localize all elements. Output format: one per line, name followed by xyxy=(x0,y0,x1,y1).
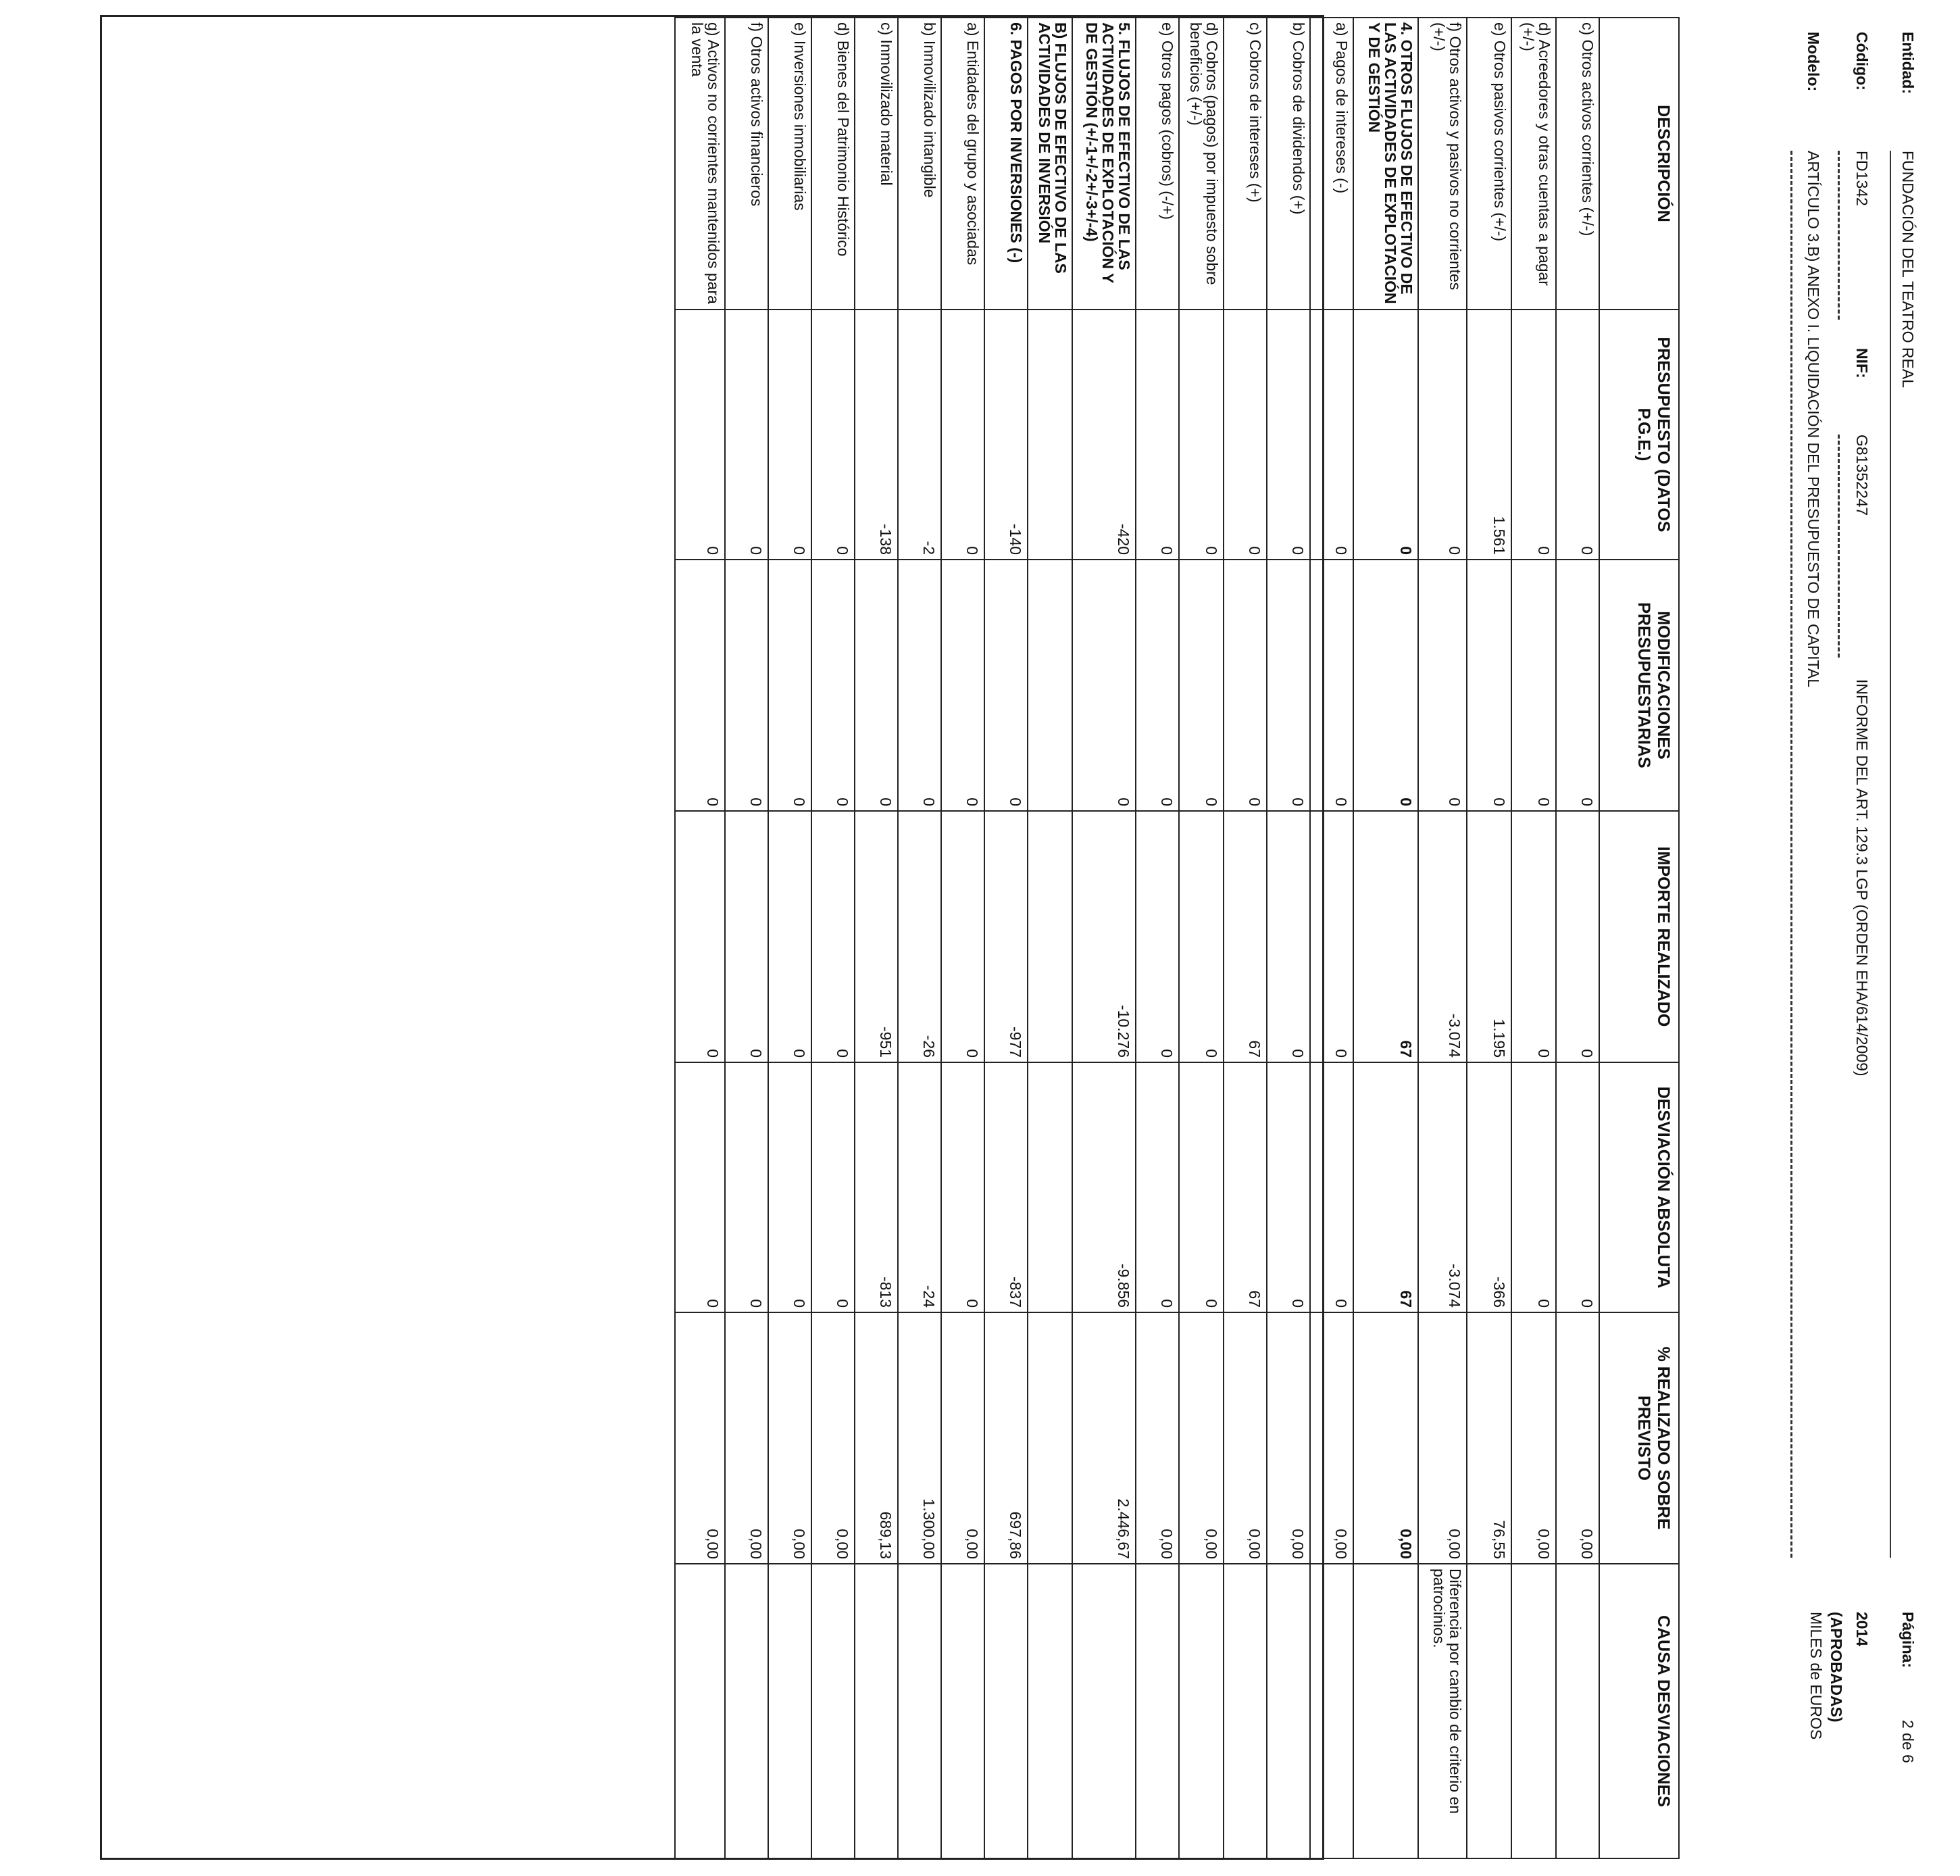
cell-presupuesto: -140 xyxy=(984,310,1028,560)
cell-modificaciones: 0 xyxy=(1136,560,1179,811)
cell-desviacion: 0 xyxy=(811,1062,855,1312)
cell-causa xyxy=(725,1564,768,1858)
cell-causa xyxy=(1353,1564,1418,1858)
cell-presupuesto: 0 xyxy=(1511,310,1556,560)
cell-desviacion: 67 xyxy=(1353,1062,1418,1312)
cell-desc: d) Bienes del Patrimonio Histórico xyxy=(811,18,855,310)
codigo-label: Código: xyxy=(1853,32,1871,91)
cell-presupuesto: 0 xyxy=(675,310,725,560)
cell-modificaciones: 0 xyxy=(941,560,984,811)
cell-importe: 67 xyxy=(1224,811,1267,1062)
cell-importe: -951 xyxy=(855,811,898,1062)
cell-modificaciones: 0 xyxy=(811,560,855,811)
cell-importe: -3.074 xyxy=(1418,811,1467,1062)
table-row xyxy=(1467,18,1511,1858)
cell-presupuesto: 0 xyxy=(1136,310,1179,560)
cell-importe: 0 xyxy=(1310,811,1353,1062)
table-row xyxy=(1353,18,1418,1858)
cell-modificaciones: 0 xyxy=(984,560,1028,811)
cell-porcentaje: 0,00 xyxy=(1136,1312,1179,1564)
cell-presupuesto: -138 xyxy=(855,310,898,560)
cell-porcentaje: 0,00 xyxy=(1310,1312,1353,1564)
cell-modificaciones: 0 xyxy=(1556,560,1599,811)
cell-importe: 0 xyxy=(768,811,811,1062)
cell-causa xyxy=(941,1564,984,1858)
table-row xyxy=(768,18,811,1858)
cell-desviacion: 0 xyxy=(1511,1062,1556,1312)
cell-modificaciones: 0 xyxy=(1418,560,1467,811)
table-row xyxy=(725,18,768,1858)
entidad-label: Entidad: xyxy=(1899,32,1917,94)
cell-causa xyxy=(1267,1564,1310,1858)
cell-modificaciones: 0 xyxy=(725,560,768,811)
cell-desviacion: 0 xyxy=(675,1062,725,1312)
cell-desc: b) Inmovilizado intangible xyxy=(898,18,941,310)
nif-label: NIF: xyxy=(1853,348,1871,378)
informe-title: INFORME DEL ART. 129.3 LGP (ORDEN EHA/614/2009) xyxy=(1853,679,1871,1077)
cell-desviacion: -366 xyxy=(1467,1062,1511,1312)
cell-desc: 6. PAGOS POR INVERSIONES (-) xyxy=(984,18,1028,310)
cell-desviacion: -837 xyxy=(984,1062,1028,1312)
cell-desviacion: -9.856 xyxy=(1072,1062,1136,1312)
cell-desc: c) Inmovilizado material xyxy=(855,18,898,310)
cell-importe: -10.276 xyxy=(1072,811,1136,1062)
cell-importe: 1.195 xyxy=(1467,811,1511,1062)
cell-presupuesto: -2 xyxy=(898,310,941,560)
cell-desc: a) Entidades del grupo y asociadas xyxy=(941,18,984,310)
col-presupuesto: PRESUPUESTO (DATOS P.G.E.) xyxy=(1599,310,1679,560)
cell-importe: 67 xyxy=(1353,811,1418,1062)
liquidacion-table xyxy=(674,17,1680,1859)
cell-desviacion: 0 xyxy=(1556,1062,1599,1312)
cell-desviacion: 0 xyxy=(725,1062,768,1312)
modelo-dashes xyxy=(1790,151,1792,1558)
cell-desviacion: -24 xyxy=(898,1062,941,1312)
table-row xyxy=(1310,18,1353,1858)
cell-importe: 0 xyxy=(1556,811,1599,1062)
cell-presupuesto: 0 xyxy=(1267,310,1310,560)
page-frame xyxy=(100,15,1917,1860)
table-row xyxy=(1418,18,1467,1858)
cell-porcentaje: 76,55 xyxy=(1467,1312,1511,1564)
cell-importe: 0 xyxy=(1179,811,1224,1062)
table-row xyxy=(1072,18,1136,1858)
cell-modificaciones: 0 xyxy=(1267,560,1310,811)
cell-desviacion: 0 xyxy=(941,1062,984,1312)
cell-porcentaje: 0,00 xyxy=(1556,1312,1599,1564)
cell-modificaciones: 0 xyxy=(1179,560,1224,811)
cell-causa xyxy=(898,1564,941,1858)
cell-causa xyxy=(675,1564,725,1858)
col-descripcion: DESCRIPCIÓN xyxy=(1599,18,1679,310)
cell-desviacion xyxy=(1028,1062,1072,1312)
pagina-value: 2 de 6 xyxy=(1899,1720,1917,1763)
cell-desc: d) Acreedores y otras cuentas a pagar (+/-) xyxy=(1511,18,1556,310)
cell-importe: 0 xyxy=(1267,811,1310,1062)
cell-causa xyxy=(1136,1564,1179,1858)
cell-presupuesto: 0 xyxy=(725,310,768,560)
cell-importe: -977 xyxy=(984,811,1028,1062)
cell-desc: e) Otros pasivos corrientes (+/-) xyxy=(1467,18,1511,310)
table-row xyxy=(1136,18,1179,1858)
cell-presupuesto: 0 xyxy=(768,310,811,560)
cell-porcentaje: 0,00 xyxy=(811,1312,855,1564)
table-row xyxy=(1028,18,1072,1858)
cell-modificaciones: 0 xyxy=(768,560,811,811)
cell-porcentaje: 697,86 xyxy=(984,1312,1028,1564)
cell-causa xyxy=(1224,1564,1267,1858)
cell-presupuesto: 0 xyxy=(1556,310,1599,560)
codigo-value: FD1342 xyxy=(1853,151,1871,206)
table-row xyxy=(1267,18,1310,1858)
col-modificaciones: MODIFICACIONES PRESUPUESTARIAS xyxy=(1599,560,1679,811)
cell-desc: a) Pagos de intereses (-) xyxy=(1310,18,1353,310)
table-row xyxy=(1224,18,1267,1858)
cell-porcentaje: 0,00 xyxy=(1267,1312,1310,1564)
cell-porcentaje: 689,13 xyxy=(855,1312,898,1564)
cell-desc: c) Otros activos corrientes (+/-) xyxy=(1556,18,1599,310)
table-row xyxy=(1511,18,1556,1858)
cell-desc: f) Otros activos y pasivos no corrientes (+/-) xyxy=(1418,18,1467,310)
cell-causa xyxy=(768,1564,811,1858)
cell-modificaciones: 0 xyxy=(855,560,898,811)
cell-causa xyxy=(855,1564,898,1858)
cell-modificaciones: 0 xyxy=(675,560,725,811)
cell-causa xyxy=(1556,1564,1599,1858)
cell-modificaciones: 0 xyxy=(1467,560,1511,811)
cell-importe: -26 xyxy=(898,811,941,1062)
cell-desviacion: 0 xyxy=(1179,1062,1224,1312)
cell-importe: 0 xyxy=(941,811,984,1062)
cell-modificaciones xyxy=(1028,560,1072,811)
cell-desviacion: -3.074 xyxy=(1418,1062,1467,1312)
cell-causa xyxy=(1467,1564,1511,1858)
cell-presupuesto xyxy=(1028,310,1072,560)
cell-causa xyxy=(984,1564,1028,1858)
pagina-label: Página: xyxy=(1899,1612,1917,1669)
cell-porcentaje: 0,00 xyxy=(675,1312,725,1564)
table-row xyxy=(1556,18,1599,1858)
cell-desc: 5. FLUJOS DE EFECTIVO DE LAS ACTIVIDADES DE EXPLOTACIÓN Y DE GESTIÓN (+/-1+/-2+/-3+/-4) xyxy=(1072,18,1136,310)
cell-porcentaje: 0,00 xyxy=(1179,1312,1224,1564)
nif-dashes xyxy=(1838,435,1840,658)
cell-porcentaje: 0,00 xyxy=(768,1312,811,1564)
aprobadas-label: (APROBADAS) xyxy=(1828,1612,1845,1723)
cell-desviacion: 0 xyxy=(1310,1062,1353,1312)
cell-desc: 4. OTROS FLUJOS DE EFECTIVO DE LAS ACTIVIDADES DE EXPLOTACIÓN Y DE GESTIÓN xyxy=(1353,18,1418,310)
col-desviacion: DESVIACIÓN ABSOLUTA xyxy=(1599,1062,1679,1312)
entidad-value: FUNDACIÓN DEL TEATRO REAL xyxy=(1899,151,1917,389)
cell-desc: B) FLUJOS DE EFECTIVO DE LAS ACTIVIDADES DE INVERSIÓN xyxy=(1028,18,1072,310)
cell-causa xyxy=(1028,1564,1072,1858)
table-row xyxy=(855,18,898,1858)
table-row xyxy=(984,18,1028,1858)
modelo-label: Modelo: xyxy=(1805,32,1822,92)
table-row xyxy=(675,18,725,1858)
unidades-label: MILES de EUROS xyxy=(1807,1612,1825,1740)
cell-importe: 0 xyxy=(675,811,725,1062)
cell-causa xyxy=(811,1564,855,1858)
cell-desviacion: -813 xyxy=(855,1062,898,1312)
header-rule xyxy=(1890,151,1891,1558)
cell-porcentaje: 0,00 xyxy=(1511,1312,1556,1564)
cell-causa xyxy=(1072,1564,1136,1858)
cell-importe: 0 xyxy=(1136,811,1179,1062)
table-header-row xyxy=(1599,18,1679,1858)
cell-porcentaje xyxy=(1028,1312,1072,1564)
cell-causa xyxy=(1179,1564,1224,1858)
cell-desc: c) Cobros de intereses (+) xyxy=(1224,18,1267,310)
cell-desc: e) Inversiones inmobiliarias xyxy=(768,18,811,310)
cell-porcentaje: 2.446,67 xyxy=(1072,1312,1136,1564)
cell-presupuesto: 0 xyxy=(1418,310,1467,560)
rotated-document xyxy=(688,17,1960,1862)
cell-importe: 0 xyxy=(811,811,855,1062)
cell-desviacion: 0 xyxy=(1136,1062,1179,1312)
cell-porcentaje: 0,00 xyxy=(1224,1312,1267,1564)
nif-value: G81352247 xyxy=(1853,435,1871,516)
cell-importe: 0 xyxy=(725,811,768,1062)
cell-desc: f) Otros activos financieros xyxy=(725,18,768,310)
cell-presupuesto: -420 xyxy=(1072,310,1136,560)
cell-desc: g) Activos no corrientes mantenidos para la venta xyxy=(675,18,725,310)
modelo-value: ARTÍCULO 3.B) ANEXO I. LIQUIDACIÓN DEL PRESUPUESTO DE CAPITAL xyxy=(1805,151,1822,688)
cell-modificaciones: 0 xyxy=(898,560,941,811)
cell-presupuesto: 0 xyxy=(1353,310,1418,560)
codigo-dashes xyxy=(1838,151,1840,320)
cell-presupuesto: 1.561 xyxy=(1467,310,1511,560)
cell-importe: 0 xyxy=(1511,811,1556,1062)
cell-presupuesto: 0 xyxy=(811,310,855,560)
cell-causa xyxy=(1511,1564,1556,1858)
cell-modificaciones: 0 xyxy=(1353,560,1418,811)
cell-porcentaje: 0,00 xyxy=(1353,1312,1418,1564)
cell-porcentaje: 0,00 xyxy=(725,1312,768,1564)
year-value: 2014 xyxy=(1853,1612,1871,1647)
cell-desc: d) Cobros (pagos) por impuesto sobre beneficios (+/-) xyxy=(1179,18,1224,310)
cell-porcentaje: 1.300,00 xyxy=(898,1312,941,1564)
cell-desviacion: 0 xyxy=(1267,1062,1310,1312)
cell-modificaciones: 0 xyxy=(1224,560,1267,811)
cell-modificaciones: 0 xyxy=(1511,560,1556,811)
table-row xyxy=(898,18,941,1858)
cell-porcentaje: 0,00 xyxy=(941,1312,984,1564)
cell-desviacion: 0 xyxy=(768,1062,811,1312)
table-row xyxy=(811,18,855,1858)
cell-presupuesto: 0 xyxy=(1224,310,1267,560)
col-causa: CAUSA DESVIACIONES xyxy=(1599,1564,1679,1858)
cell-causa xyxy=(1310,1564,1353,1858)
cell-causa: Diferencia por cambio de criterio en patrocinios. xyxy=(1418,1564,1467,1858)
cell-presupuesto: 0 xyxy=(1179,310,1224,560)
cell-modificaciones: 0 xyxy=(1072,560,1136,811)
cell-desviacion: 67 xyxy=(1224,1062,1267,1312)
cell-presupuesto: 0 xyxy=(1310,310,1353,560)
col-porcentaje: % REALIZADO SOBRE PREVISTO xyxy=(1599,1312,1679,1564)
cell-desc: e) Otros pagos (cobros) (-/+) xyxy=(1136,18,1179,310)
cell-modificaciones: 0 xyxy=(1310,560,1353,811)
cell-importe xyxy=(1028,811,1072,1062)
cell-porcentaje: 0,00 xyxy=(1418,1312,1467,1564)
cell-presupuesto: 0 xyxy=(941,310,984,560)
table-row xyxy=(1179,18,1224,1858)
col-importe: IMPORTE REALIZADO xyxy=(1599,811,1679,1062)
table-row xyxy=(941,18,984,1858)
cell-desc: b) Cobros de dividendos (+) xyxy=(1267,18,1310,310)
